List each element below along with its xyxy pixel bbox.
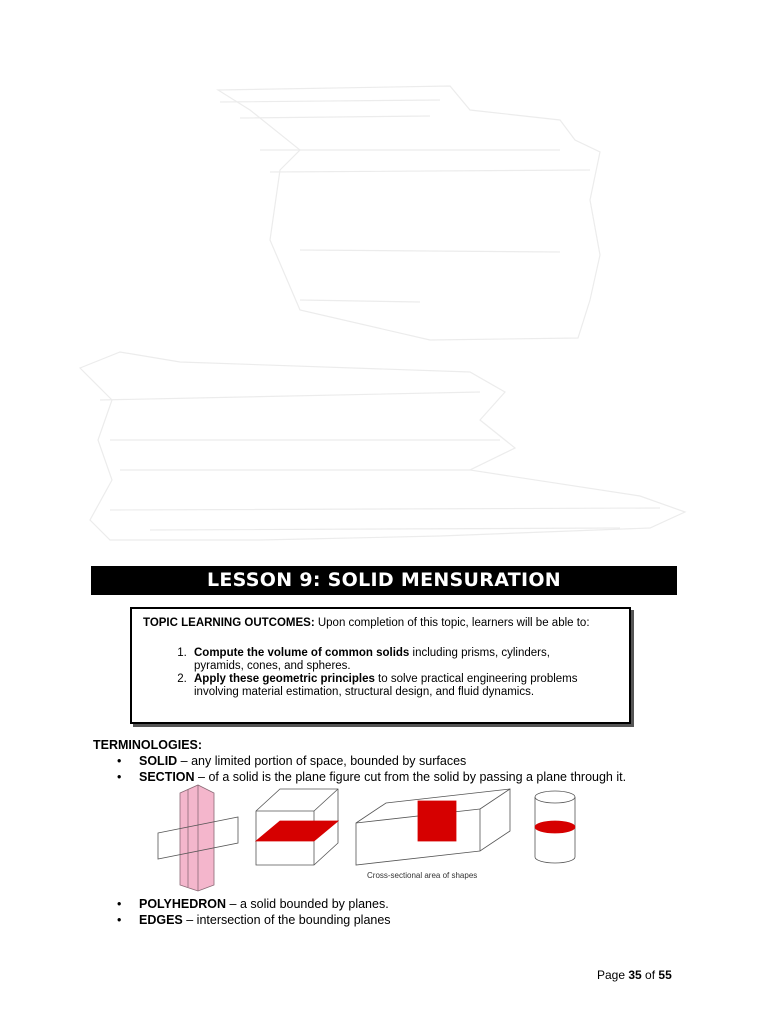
term-item: [117, 753, 626, 769]
total-pages: 55: [658, 968, 672, 982]
term-name: EDGES: [139, 913, 183, 927]
figure-caption: Cross-sectional area of shapes: [367, 871, 478, 880]
page-footer: [597, 968, 672, 982]
learning-outcomes-box: [130, 607, 631, 724]
prism-with-plane: [158, 785, 238, 891]
term-definition: – intersection of the bounding planes: [182, 913, 391, 927]
term-definition: – of a solid is the plane figure cut from the solid by passing a plane through it.: [194, 770, 627, 784]
term-item: [117, 912, 391, 928]
cylinder-with-section: [535, 791, 575, 863]
outcomes-intro: Upon completion of this topic, learners will be able to:: [314, 617, 590, 629]
cube-with-section: [256, 789, 338, 865]
term-item: [117, 896, 391, 912]
of-label: of: [641, 968, 659, 982]
box-with-section: [356, 789, 510, 865]
lesson-title-banner: [91, 566, 677, 595]
terminology-list: [117, 896, 391, 928]
outcome-item: [190, 647, 600, 673]
outcome-item-bold: Apply these geometric principles: [194, 673, 375, 685]
term-name: POLYHEDRON: [139, 897, 227, 911]
outcomes-heading-label: TOPIC LEARNING OUTCOMES:: [143, 617, 315, 629]
page-number: 35: [628, 968, 642, 982]
term-name: SOLID: [139, 754, 178, 768]
terminologies-heading: TERMINOLOGIES:: [93, 738, 203, 752]
outcomes-list: [142, 647, 600, 699]
page-label: Page: [597, 968, 629, 982]
term-definition: – any limited portion of space, bounded by surfaces: [177, 754, 467, 768]
outcome-item-text: to solve practical engineering problems involving material estimation, structural design, and fluid dynamics.: [194, 673, 578, 698]
term-name: SECTION: [139, 770, 195, 784]
lesson-title: LESSON 9: SOLID MENSURATION: [206, 569, 562, 591]
outcome-item-bold: Compute the volume of common solids: [194, 647, 410, 659]
outcomes-heading: [143, 617, 623, 630]
outcome-item: [190, 673, 600, 699]
term-definition: – a solid bounded by planes.: [226, 897, 389, 911]
outcome-item-text: including prisms, cylinders, pyramids, cones, and spheres.: [194, 647, 550, 672]
